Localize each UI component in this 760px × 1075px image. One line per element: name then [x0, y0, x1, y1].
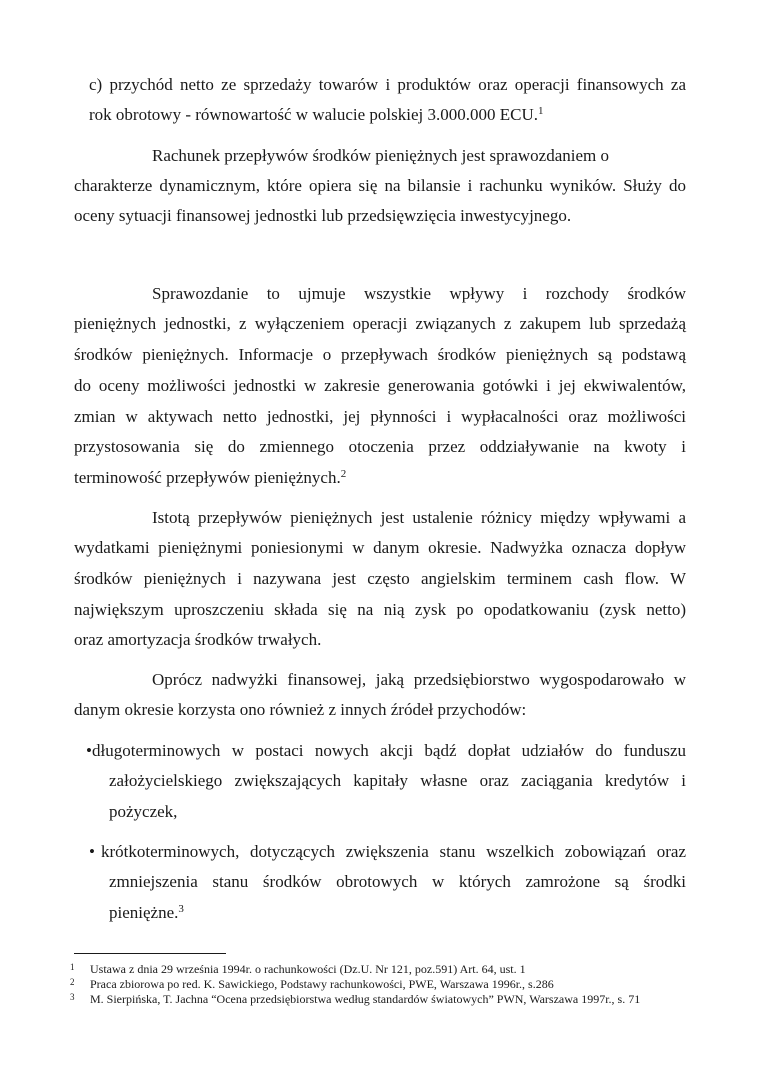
text-line: zmniejszenia stanu środków obrotowych w których zamrożone są środki: [109, 872, 686, 891]
footnote-number: 3: [70, 992, 75, 1002]
footnote-text: Praca zbiorowa po red. K. Sawickiego, Podstawy rachunkowości, PWE, Warszawa 1996r., s.286: [90, 977, 554, 991]
text-line: założycielskiego zwiększających kapitały własne oraz zaciągania kredytów i: [109, 771, 686, 790]
text-line: do oceny możliwości jednostki w zakresie generowania gotówki i jej ekwiwalentów,: [74, 376, 686, 395]
text-line: środków pieniężnych. Informacje o przepływach środków pieniężnych są podstawą: [74, 345, 686, 364]
text-line: wydatkami pieniężnymi poniesionymi w danym okresie. Nadwyżka oznacza dopływ: [74, 538, 686, 557]
text-line: krótkoterminowych, dotyczących zwiększenia stanu wszelkich zobowiązań oraz: [101, 842, 686, 861]
text-line: największym uproszczeniu składa się na nią zysk po opodatkowaniu (zysk netto): [74, 600, 686, 619]
text-line: Rachunek przepływów środków pieniężnych jest sprawozdaniem o: [152, 146, 609, 165]
text-line: rok obrotowy - równowartość w walucie polskiej 3.000.000 ECU.$^1$: [89, 105, 544, 124]
text-line: środków pieniężnych i nazywana jest często angielskim terminem cash flow. W: [74, 569, 686, 588]
text-line: danym okresie korzysta ono również z innych źródeł przychodów:: [74, 700, 527, 719]
footnote: [70, 975, 554, 991]
text-line: przystosowania się do zmiennego otoczenia przez oddziaływanie na kwoty i: [74, 437, 686, 456]
text-line: oraz amortyzacja środków trwałych.: [74, 630, 322, 649]
text-line: Oprócz nadwyżki finansowej, jaką przedsiębiorstwo wygospodarowało w: [152, 670, 686, 689]
bullet-icon: •: [89, 842, 95, 861]
text-line: charakterze dynamicznym, które opiera się na bilansie i rachunku wyników. Służy do: [74, 176, 686, 195]
footnote-number: 2: [70, 977, 75, 987]
text-line: Istotą przepływów pieniężnych jest ustalenie różnicy między wpływami a: [152, 508, 686, 527]
text-line: pieniężnych jednostki, z wyłączeniem operacji związanych z zakupem lub sprzedażą: [74, 314, 686, 333]
footnote-separator: [74, 953, 226, 954]
footnote-ref: 1: [538, 105, 544, 117]
footnote-ref: 2: [340, 468, 347, 480]
footnote: [70, 990, 640, 1006]
text-line: terminowość przepływów pieniężnych.$^2$: [74, 468, 347, 487]
text-line: Sprawozdanie to ujmuje wszystkie wpływy i rozchody środków: [152, 284, 686, 303]
text-line: długoterminowych w postaci nowych akcji bądź dopłat udziałów do funduszu: [92, 741, 686, 760]
footnote-number: 1: [70, 962, 75, 972]
footnote-text: Ustawa z dnia 29 września 1994r. o rachunkowości (Dz.U. Nr 121, poz.591) Art. 64, ust. 1: [90, 962, 526, 976]
text-line: oceny sytuacji finansowej jednostki lub przedsięwzięcia inwestycyjnego.: [74, 206, 572, 225]
text-line: c) przychód netto ze sprzedaży towarów i produktów oraz operacji finansowych za: [89, 75, 686, 94]
footnote: [70, 960, 526, 976]
text-line: pieniężne.$^3$: [109, 903, 184, 922]
bullet-icon: •: [86, 741, 92, 760]
text-line: pożyczek,: [109, 802, 178, 821]
footnote-ref: 3: [178, 903, 184, 915]
text-line: zmian w aktywach netto jednostki, jej płynności i wypłacalności oraz możliwości: [74, 407, 686, 426]
footnote-text: M. Sierpińska, T. Jachna “Ocena przedsiębiorstwa według standardów światowych” PWN, Warszawa 1997r., s. 71: [90, 992, 641, 1006]
